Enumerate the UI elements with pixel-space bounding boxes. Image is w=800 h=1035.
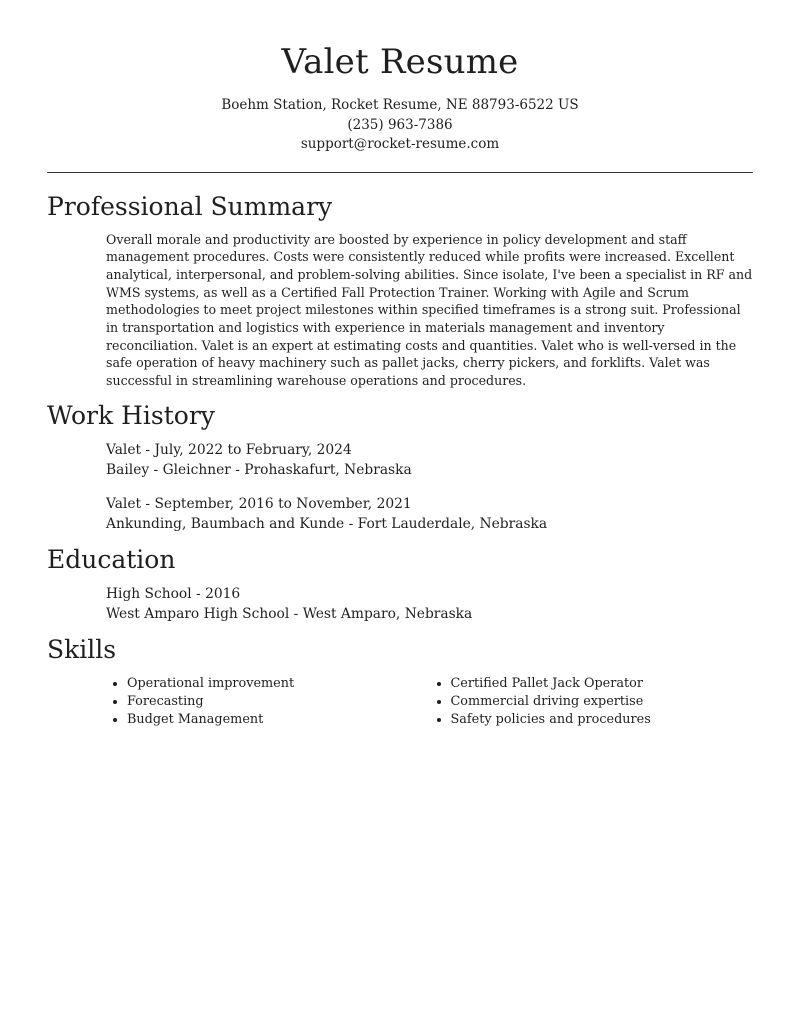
summary-text: Overall morale and productivity are boosted by experience in policy development and staff management procedures. Costs were consistently reduced while profits were increased. Excellent analytical, interpersonal, and problem-solving abilities. Since isolate, I've been a specialist in RF and WMS systems, as well as a Certified Fall Protection Trainer. Working with Agile and Scrum methodologies to meet project milestones within specified timeframes is a strong suit. Professional in transportation and logistics with experience in materials management and inventory reconciliation. Valet is an expert at estimating costs and quantities. Valet who is well-versed in the safe operation of heavy machinery such as pallet jacks, cherry pickers, and forklifts. Valet was successful in streamlining warehouse operations and procedures. [106,231,753,389]
job-entry [106,494,753,534]
resume-title: Valet Resume [281,42,519,82]
header-divider [47,172,753,173]
skill-item: • Certified Pallet Jack Operator [451,675,754,693]
work-history-heading: Work History [47,400,215,430]
skill-item: • Budget Management [127,711,430,729]
skill-item: • Forecasting [127,693,430,711]
summary-section [47,191,753,390]
education-school-location: West Amparo High School - West Amparo, Nebraska [106,605,473,622]
resume-header [47,0,753,155]
summary-heading: Professional Summary [47,191,333,221]
skills-list-left [106,675,430,729]
education-heading: Education [47,544,176,574]
skill-item: • Commercial driving expertise [451,693,754,711]
job-employer-location: Bailey - Gleichner - Prohaskafurt, Nebraska [106,461,412,478]
job-position-dates: Valet - September, 2016 to November, 2021 [106,495,412,512]
education-section [47,544,753,624]
contact-block [47,96,753,155]
education-item [106,584,753,624]
work-history-section [47,400,753,534]
skill-item: • Operational improvement [127,675,430,693]
education-degree-year: High School - 2016 [106,585,241,602]
contact-phone: (235) 963-7386 [347,116,453,133]
job-employer-location: Ankunding, Baumbach and Kunde - Fort Lauderdale, Nebraska [106,515,548,532]
contact-address: Boehm Station, Rocket Resume, NE 88793-6522 US [221,97,579,113]
job-entry [106,440,753,480]
job-list [47,440,753,534]
contact-email: support@rocket-resume.com [300,136,500,152]
skills-list-right [430,675,754,729]
skills-section [47,634,753,729]
skills-heading: Skills [47,634,117,664]
skills-columns [47,675,753,729]
education-entry [47,584,753,624]
job-position-dates: Valet - July, 2022 to February, 2024 [106,441,352,458]
skill-item: • Safety policies and procedures [451,711,754,729]
